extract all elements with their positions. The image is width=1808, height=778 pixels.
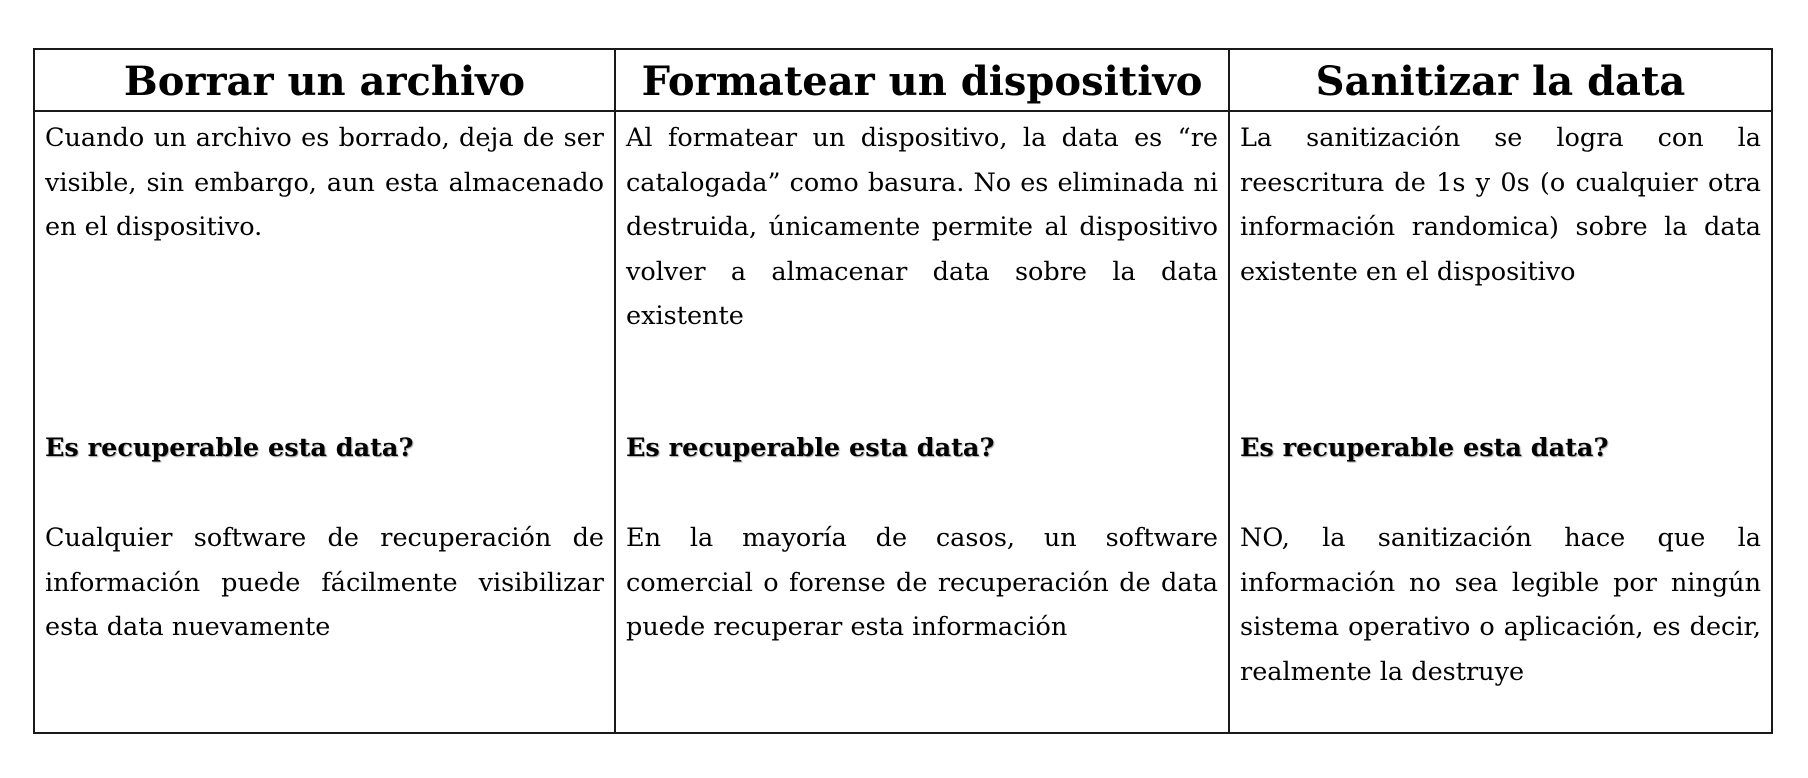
description-text: Al formatear un dispositivo, la data es “re catalogada” como basura. No es eliminada ni destruida, únicamente permite al dispositivo volver a almacenar data sobre la data existente	[626, 123, 1218, 331]
table-cell-formatear	[615, 111, 1229, 733]
question-text: Es recuperable esta data?	[626, 433, 995, 463]
question-text: Es recuperable esta data?	[1240, 433, 1609, 463]
column-heading-sanitizar: Sanitizar la data	[1229, 49, 1772, 111]
description-text: Cuando un archivo es borrado, deja de ser visible, sin embargo, aun esta almacenado en el dispositivo.	[45, 123, 604, 242]
table-body-row	[34, 111, 1772, 733]
table-cell-sanitizar	[1229, 111, 1772, 733]
question-text: Es recuperable esta data?	[45, 433, 414, 463]
answer-text: En la mayoría de casos, un software comercial o forense de recuperación de data puede recuperar esta información	[626, 523, 1218, 642]
column-heading-borrar: Borrar un archivo	[34, 49, 615, 111]
column-heading-formatear: Formatear un dispositivo	[615, 49, 1229, 111]
comparison-table	[33, 48, 1773, 734]
table-header-row	[34, 49, 1772, 111]
answer-text: Cualquier software de recuperación de información puede fácilmente visibilizar esta data nuevamente	[45, 523, 604, 642]
answer-text: NO, la sanitización hace que la información no sea legible por ningún sistema operativo o aplicación, es decir, realmente la destruye	[1240, 523, 1761, 687]
description-text: La sanitización se logra con la reescritura de 1s y 0s (o cualquier otra información randomica) sobre la data existente en el dispositivo	[1240, 123, 1761, 287]
table-cell-borrar	[34, 111, 615, 733]
